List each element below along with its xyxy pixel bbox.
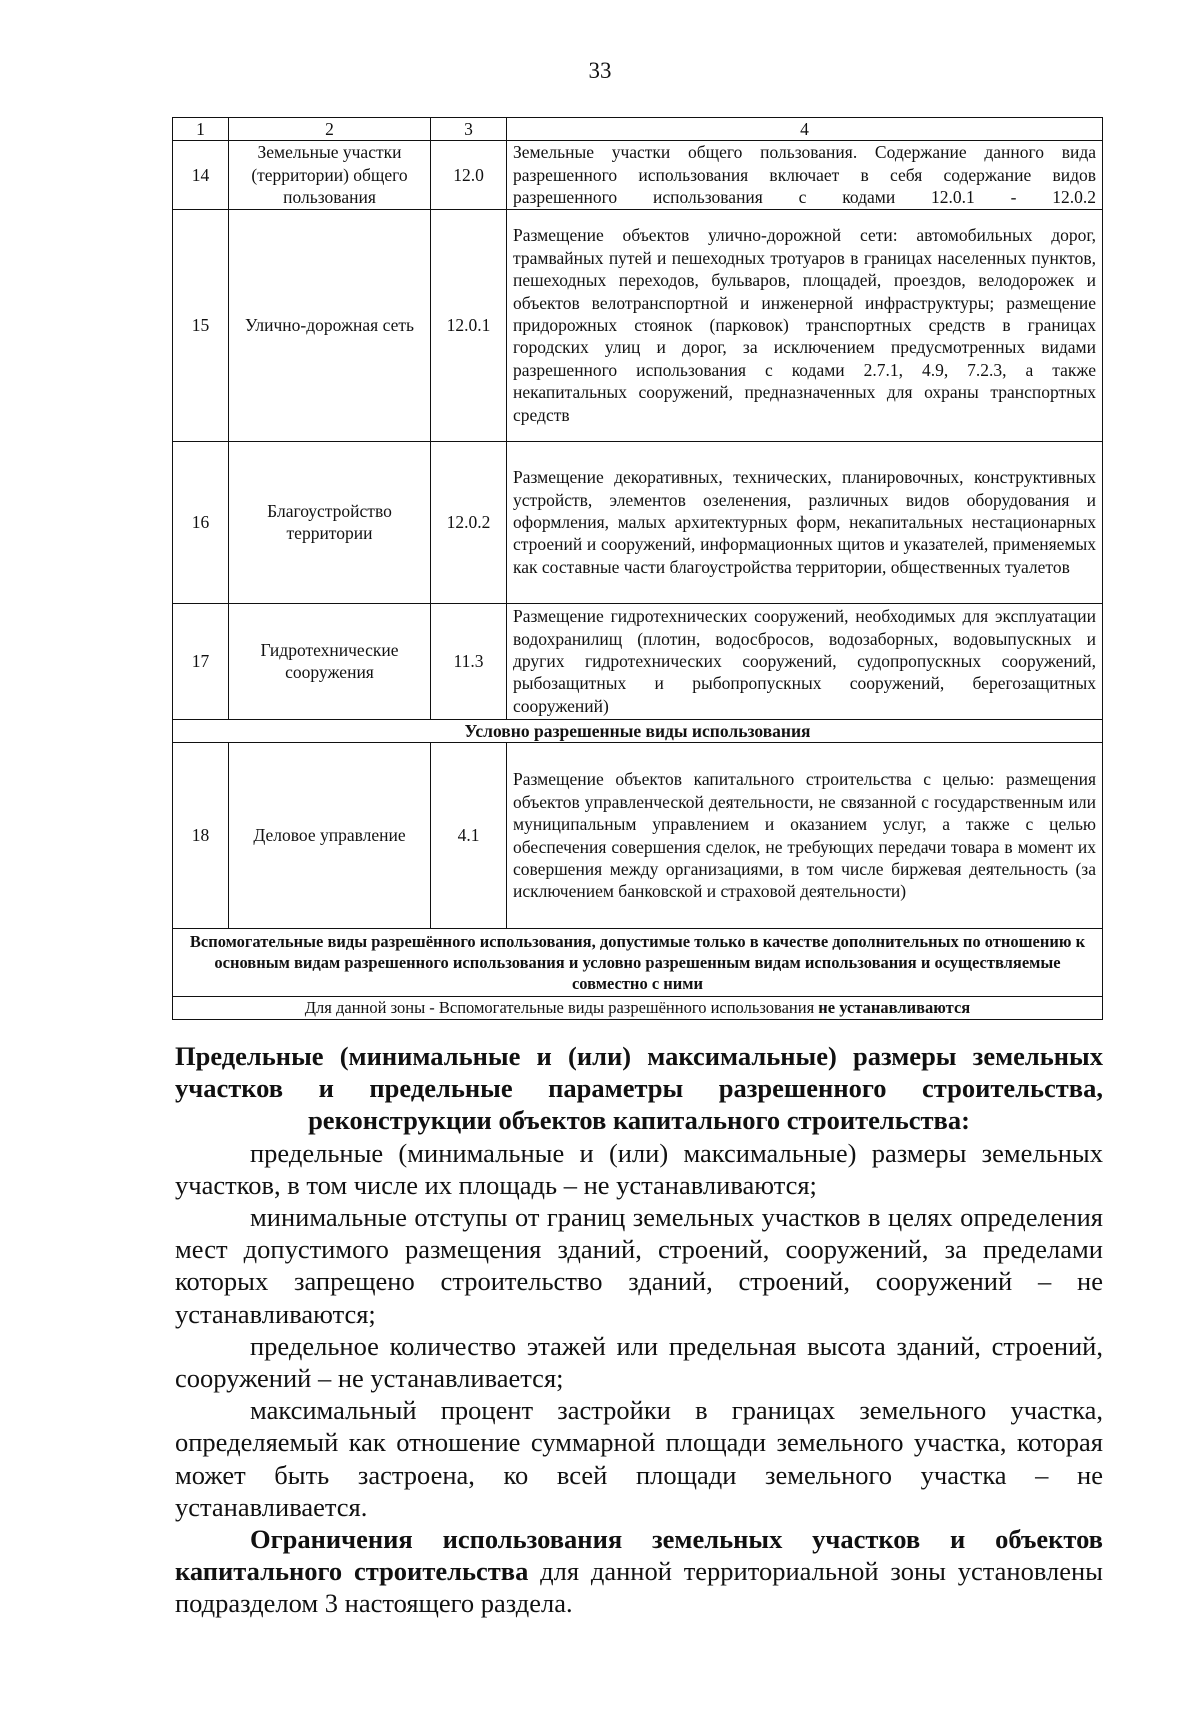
use-type-code: 12.0 (431, 141, 507, 209)
use-type-name: Улично-дорожная сеть (229, 209, 431, 441)
table-row (173, 141, 1103, 209)
use-type-code: 11.3 (431, 603, 507, 719)
use-type-description: Земельные участки общего пользования. Содержание данного вида разрешенного использования включает в себя содержание видов разрешенного использования с кодами 12.0.1 - 12.0.2 (507, 141, 1103, 209)
body-text (175, 1040, 1103, 1620)
table-row (173, 743, 1103, 929)
auxiliary-uses-note (173, 997, 1103, 1020)
use-type-code: 12.0.1 (431, 209, 507, 441)
column-header: 1 (173, 118, 229, 141)
land-use-table (172, 117, 1103, 1020)
note-row (173, 997, 1103, 1020)
paragraph: предельные (минимальные и (или) максимальные) размеры земельных участков, в том числе их площадь – не устанавливаются; (175, 1137, 1103, 1200)
section-heading: Предельные (минимальные и (или) максимальные) размеры земельных участков и предельные параметры разрешенного строительства, реконструкции объектов капитального строительства: (175, 1041, 1103, 1136)
restrictions-bold-text: Ограничения использования земельных участков и объектов капитального строительства (175, 1524, 1103, 1587)
page-number: 33 (588, 58, 612, 83)
use-type-name: Земельные участки (территории) общего пользования (229, 141, 431, 209)
use-type-description: Размещение объектов капитального строительства с целью: размещения объектов управленческой деятельности, не связанной с государственным или муниципальным управлением и оказанием услуг, а также с целью обеспечения совершения сделок, не требующих передачи товара в момент их совершения между организациями, в том числе биржевая деятельность (за исключением банковской и страховой деятельности) (507, 743, 1103, 929)
use-type-name: Деловое управление (229, 743, 431, 929)
column-header: 3 (431, 118, 507, 141)
table-header-row (173, 118, 1103, 141)
note-text: Для данной зоны - Вспомогательные виды разрешённого использования (304, 998, 819, 1018)
row-number: 17 (173, 603, 229, 719)
row-number: 14 (173, 141, 229, 209)
auxiliary-uses-heading: Вспомогательные виды разрешённого использования, допустимые только в качестве дополнительных по отношению к основным видам разрешенного использования и условно разрешенным видам использования и осуществляемые совместно с ними (173, 929, 1103, 997)
use-type-description: Размещение декоративных, технических, планировочных, конструктивных устройств, элементов озеленения, различных видов оборудования и оформления, малых архитектурных форм, некапитальных нестационарных строений и сооружений, информационных щитов и указателей, применяемых как составные части благоустройства территории, общественных туалетов (507, 441, 1103, 603)
table-row (173, 603, 1103, 719)
use-type-name: Благоустройство территории (229, 441, 431, 603)
row-number: 18 (173, 743, 229, 929)
paragraph: предельное количество этажей или предельная высота зданий, строений, сооружений – не устанавливается; (175, 1330, 1103, 1394)
column-header: 2 (229, 118, 431, 141)
row-number: 15 (173, 209, 229, 441)
use-type-description: Размещение гидротехнических сооружений, необходимых для эксплуатации водохранилищ (плотин, водосбросов, водозаборных, водовыпускных и других гидротехнических сооружений, судопропускных сооружений, рыбозащитных и рыбопропускных сооружений, берегозащитных сооружений) (507, 603, 1103, 719)
table-row (173, 209, 1103, 441)
column-header: 4 (507, 118, 1103, 141)
paragraph: минимальные отступы от границ земельных участков в целях определения мест допустимого размещения зданий, строений, сооружений, за пределами которых запрещено строительство зданий, строений, сооружений – не устанавливаются; (175, 1202, 1103, 1329)
section-row (173, 929, 1103, 997)
use-type-code: 4.1 (431, 743, 507, 929)
conditional-uses-heading: Условно разрешенные виды использования (173, 719, 1103, 742)
paragraph (175, 1523, 1103, 1620)
section-row (173, 719, 1103, 742)
note-text-bold: не устанавливаются (818, 998, 971, 1018)
row-number: 16 (173, 441, 229, 603)
table-row (173, 441, 1103, 603)
restrictions-text: для данной территориальной зоны установлены подразделом 3 настоящего раздела. (175, 1556, 1103, 1619)
use-type-code: 12.0.2 (431, 441, 507, 603)
use-type-name: Гидротехнические сооружения (229, 603, 431, 719)
use-type-description: Размещение объектов улично-дорожной сети: автомобильных дорог, трамвайных путей и пешеходных тротуаров в границах населенных пунктов, пешеходных переходов, бульваров, площадей, проездов, велодорожек и объектов велотранспортной и инженерной инфраструктуры; размещение придорожных стоянок (парковок) транспортных средств в границах городских улиц и дорог, за исключением предусмотренных видами разрешенного использования с кодами 2.7.1, 4.9, 7.2.3, а также некапитальных сооружений, предназначенных для охраны транспортных средств (507, 209, 1103, 441)
paragraph: максимальный процент застройки в границах земельного участка, определяемый как отношение суммарной площади земельного участка, которая может быть застроена, ко всей площади земельного участка – не устанавливается. (175, 1395, 1103, 1522)
